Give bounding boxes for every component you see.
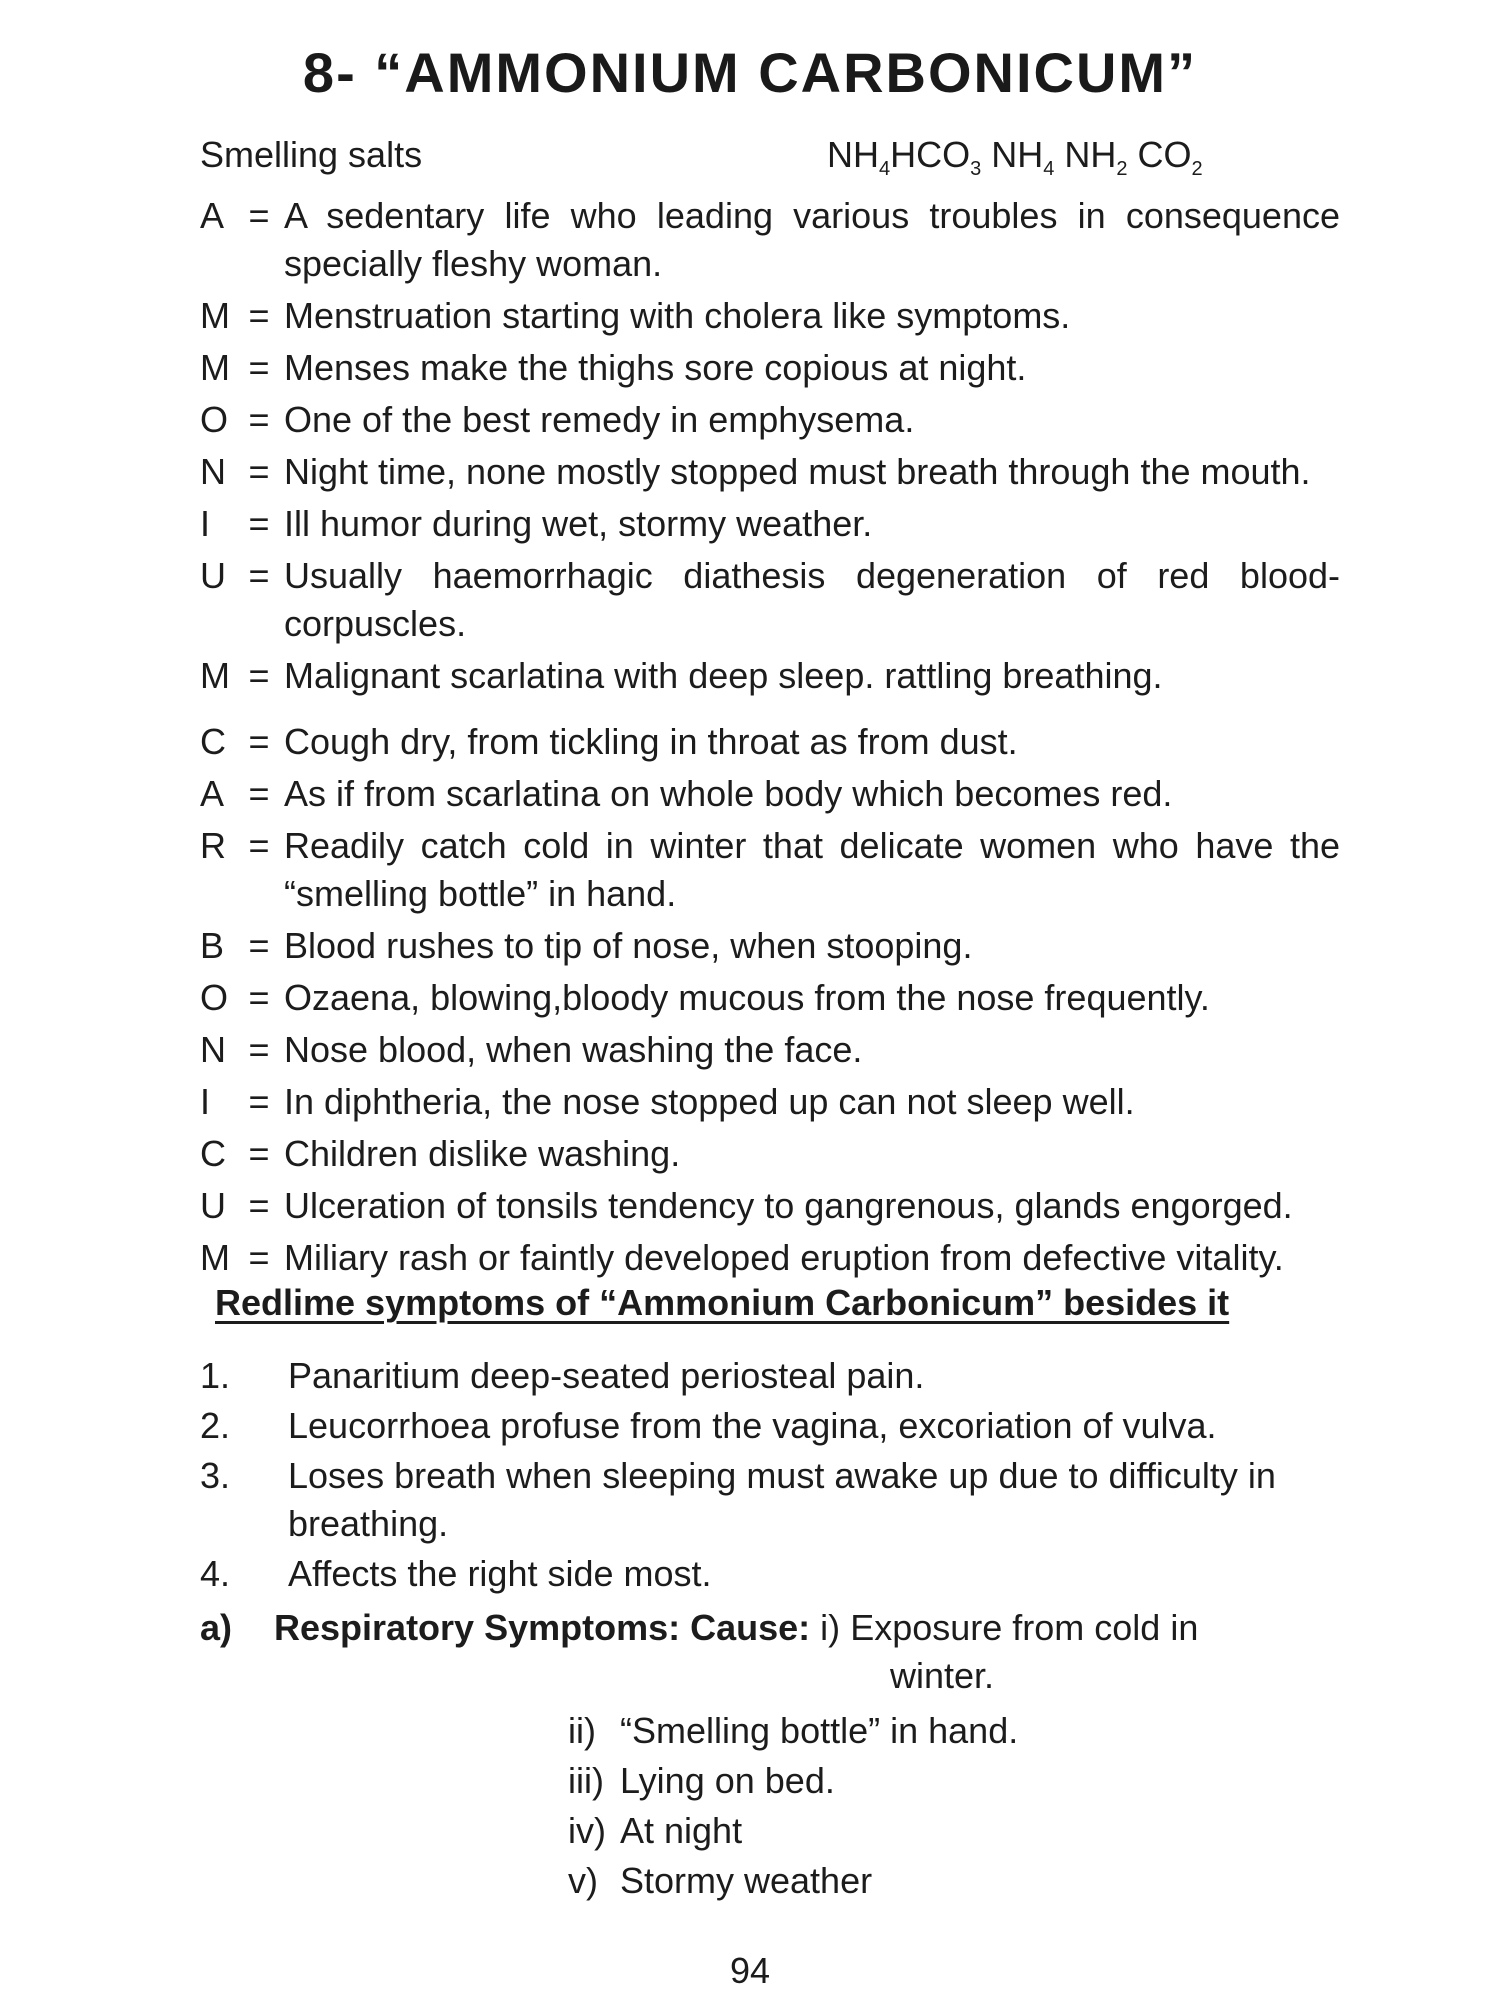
cause-continuation: winter. <box>890 1655 995 1696</box>
mnemonic-entry <box>200 718 1340 766</box>
list-text: Panaritium deep-seated periosteal pain. <box>288 1355 925 1396</box>
mnemonic-text: Ill humor during wet, stormy weather. <box>284 503 873 544</box>
mnemonic-letter: M <box>200 1237 230 1278</box>
list-item <box>200 1550 1340 1598</box>
formula-subscript: 3 <box>970 158 982 180</box>
mnemonic-entry <box>200 344 1340 392</box>
cause-item <box>568 1706 1018 1756</box>
mnemonic-letter: A <box>200 773 225 814</box>
cause-number: iv) <box>568 1810 606 1851</box>
mnemonic-entry <box>200 396 1340 444</box>
mnemonic-text: Ulceration of tonsils tendency to gangrenous, glands engorged. <box>284 1185 1293 1226</box>
formula-subscript: 2 <box>1116 158 1128 180</box>
respiratory-line <box>274 1604 1198 1652</box>
mnemonic-letter: M <box>200 655 230 696</box>
mnemonic-entry <box>200 192 1340 288</box>
formula-subscript: 2 <box>1191 158 1203 180</box>
mnemonic-entry <box>200 448 1340 496</box>
mnemonic-letter: M <box>200 295 230 336</box>
mnemonic-text: One of the best remedy in emphysema. <box>284 399 915 440</box>
equals-sign: = <box>248 451 270 492</box>
page-title: 8- “AMMONIUM CARBONICUM” <box>302 41 1198 104</box>
list-number: 4. <box>200 1553 231 1594</box>
list-text: Affects the right side most. <box>288 1553 712 1594</box>
cause-text: Stormy weather <box>620 1860 873 1901</box>
mnemonic-letter: I <box>200 1081 211 1122</box>
mnemonic-entry <box>200 822 1340 918</box>
mnemonic-text: Nose blood, when washing the face. <box>284 1029 863 1070</box>
formula-subscript: 4 <box>879 158 891 180</box>
formula-part: NH <box>1054 134 1117 175</box>
mnemonic-text: Miliary rash or faintly developed eruption from defective vitality. <box>284 1237 1284 1278</box>
mnemonic-letter: C <box>200 1133 226 1174</box>
equals-sign: = <box>248 1029 270 1070</box>
mnemonic-text: Menses make the thighs sore copious at night. <box>284 347 1027 388</box>
section-heading: Redlime symptoms of “Ammonium Carbonicum” besides it <box>215 1282 1230 1323</box>
cause-item <box>568 1856 1018 1906</box>
mnemonic-text: Ozaena, blowing,bloody mucous from the nose frequently. <box>284 977 1210 1018</box>
mnemonic-entry <box>200 552 1340 648</box>
remedy-common-name: Smelling salts <box>200 134 423 175</box>
formula-subscript: 4 <box>1043 158 1055 180</box>
mnemonic-entry <box>200 652 1340 700</box>
mnemonic-letter: R <box>200 825 226 866</box>
equals-sign: = <box>248 555 270 596</box>
mnemonic-text: Readily catch cold in winter that delicate women who have the “smelling bottle” in hand. <box>284 825 1340 914</box>
mnemonic-text: Usually haemorrhagic diathesis degeneration of red blood-corpuscles. <box>284 555 1340 644</box>
chemical-formula <box>827 134 1203 181</box>
mnemonic-entry <box>200 500 1340 548</box>
mnemonic-text: Night time, none mostly stopped must breath through the mouth. <box>284 451 1311 492</box>
mnemonic-letter: O <box>200 399 229 440</box>
equals-sign: = <box>248 1081 270 1122</box>
respiratory-section <box>200 1604 1340 1700</box>
list-text: Loses breath when sleeping must awake up due to difficulty in breathing. <box>288 1455 1276 1544</box>
mnemonic-entry <box>200 1130 1340 1178</box>
equals-sign: = <box>248 773 270 814</box>
mnemonic-entry <box>200 1078 1340 1126</box>
page-number: 94 <box>729 1950 771 1991</box>
cause-number: v) <box>568 1860 598 1901</box>
list-number: 1. <box>200 1355 231 1396</box>
mnemonic-letter: N <box>200 451 226 492</box>
mnemonic-text: Blood rushes to tip of nose, when stooping. <box>284 925 973 966</box>
mnemonic-text: Menstruation starting with cholera like symptoms. <box>284 295 1071 336</box>
mnemonic-entry <box>200 922 1340 970</box>
equals-sign: = <box>248 1185 270 1226</box>
formula-part: CO <box>1127 134 1192 175</box>
respiratory-heading-row <box>200 1604 1340 1652</box>
list-item <box>200 1402 1340 1450</box>
equals-sign: = <box>248 925 270 966</box>
list-text: Leucorrhoea profuse from the vagina, excoriation of vulva. <box>288 1405 1217 1446</box>
cause-number: ii) <box>568 1710 596 1751</box>
mnemonic-letter: A <box>200 195 225 236</box>
equals-sign: = <box>248 347 270 388</box>
list-number: 2. <box>200 1405 231 1446</box>
mnemonic-entry <box>200 1182 1340 1230</box>
equals-sign: = <box>248 1133 270 1174</box>
cause-item <box>568 1806 1018 1856</box>
cause-text: Lying on bed. <box>620 1760 835 1801</box>
respiratory-heading: Respiratory Symptoms: Cause: <box>274 1607 811 1648</box>
cause-text: At night <box>620 1810 743 1851</box>
mnemonic-entry <box>200 1026 1340 1074</box>
mnemonic-letter: B <box>200 925 225 966</box>
mnemonic-entry <box>200 974 1340 1022</box>
mnemonic-letter: U <box>200 555 226 596</box>
mnemonic-list <box>200 192 1340 1286</box>
respiratory-label: a) <box>200 1607 233 1648</box>
cause-text: Exposure from cold in <box>850 1607 1199 1648</box>
numbered-list <box>200 1352 1340 1600</box>
list-item <box>200 1452 1340 1548</box>
mnemonic-letter: I <box>200 503 211 544</box>
cause-text: “Smelling bottle” in hand. <box>620 1710 1019 1751</box>
mnemonic-letter: M <box>200 347 230 388</box>
cause-list <box>568 1706 1018 1906</box>
equals-sign: = <box>248 399 270 440</box>
equals-sign: = <box>248 977 270 1018</box>
mnemonic-entry <box>200 292 1340 340</box>
formula-part: NH <box>981 134 1044 175</box>
mnemonic-letter: C <box>200 721 226 762</box>
list-item <box>200 1352 1340 1400</box>
mnemonic-letter: O <box>200 977 229 1018</box>
equals-sign: = <box>248 503 270 544</box>
mnemonic-text: A sedentary life who leading various troubles in consequence specially fleshy woman. <box>284 195 1340 284</box>
mnemonic-text: Cough dry, from tickling in throat as from dust. <box>284 721 1018 762</box>
mnemonic-text: In diphtheria, the nose stopped up can not sleep well. <box>284 1081 1135 1122</box>
formula-part: NH <box>827 134 879 175</box>
mnemonic-letter: U <box>200 1185 226 1226</box>
equals-sign: = <box>248 655 270 696</box>
equals-sign: = <box>248 295 270 336</box>
cause-number: iii) <box>568 1760 604 1801</box>
mnemonic-text: As if from scarlatina on whole body which becomes red. <box>284 773 1173 814</box>
cause-number: i) <box>820 1607 841 1648</box>
equals-sign: = <box>248 195 270 236</box>
mnemonic-letter: N <box>200 1029 226 1070</box>
equals-sign: = <box>248 721 270 762</box>
formula-part: HCO <box>890 134 971 175</box>
list-number: 3. <box>200 1455 231 1496</box>
mnemonic-entry <box>200 1234 1340 1282</box>
equals-sign: = <box>248 825 270 866</box>
mnemonic-entry <box>200 770 1340 818</box>
mnemonic-text: Malignant scarlatina with deep sleep. rattling breathing. <box>284 655 1163 696</box>
equals-sign: = <box>248 1237 270 1278</box>
mnemonic-text: Children dislike washing. <box>284 1133 681 1174</box>
cause-item <box>568 1756 1018 1806</box>
